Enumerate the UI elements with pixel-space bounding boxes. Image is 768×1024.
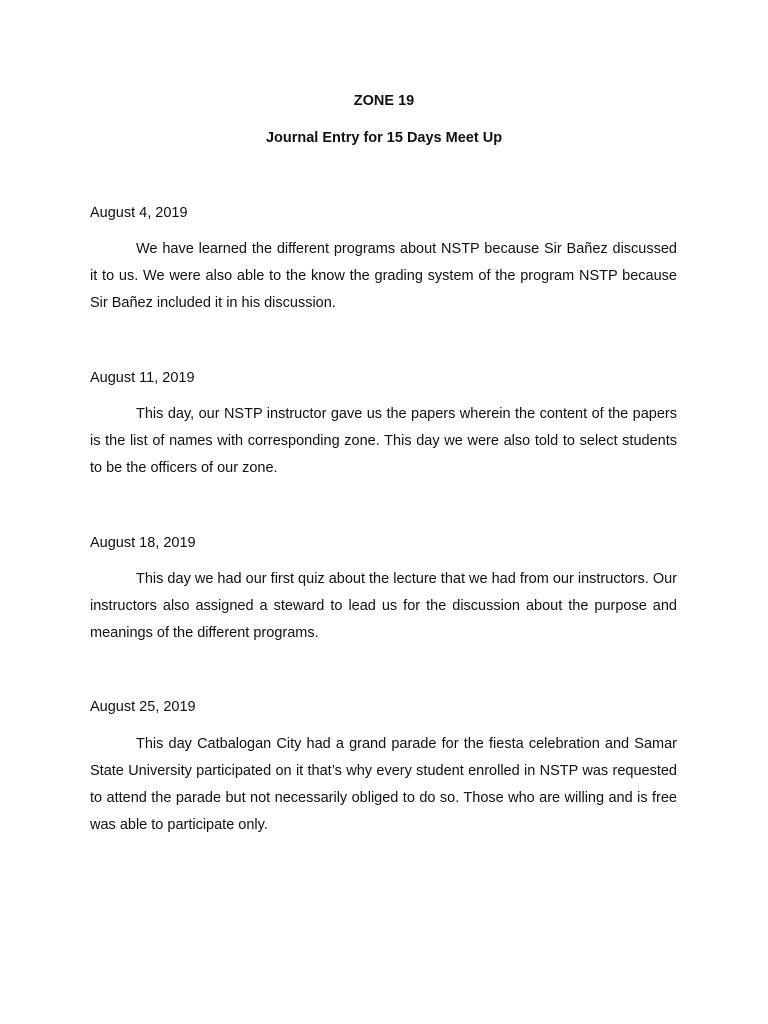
entry-paragraph: This day Catbalogan City had a grand parade for the fiesta celebration and Samar State University participated on it that’s why every student enrolled in NSTP was requested to attend the parade but not necessarily obliged to do so. Those who are willing and is free was able to participate only. [90, 736, 677, 833]
entry-paragraph: This day, our NSTP instructor gave us the papers wherein the content of the papers is the list of names with corresponding zone. This day we were also told to select students to be the officers of our zone. [90, 406, 677, 476]
entry-date: August 18, 2019 [90, 535, 196, 551]
entry-date: August 4, 2019 [90, 205, 188, 221]
entry-date: August 25, 2019 [90, 699, 196, 715]
document-title: ZONE 19 [353, 93, 415, 109]
entry-paragraph: We have learned the different programs about NSTP because Sir Bañez discussed it to us. We were also able to the know the grading system of the program NSTP because Sir Bañez included it in his discussion. [90, 241, 677, 311]
entry-date: August 11, 2019 [90, 370, 195, 386]
document-subtitle: Journal Entry for 15 Days Meet Up [265, 130, 503, 146]
entry-paragraph: This day we had our first quiz about the lecture that we had from our instructors. Our instructors also assigned a steward to lead us for the discussion about the purpose and meanings of the different programs. [90, 571, 677, 641]
